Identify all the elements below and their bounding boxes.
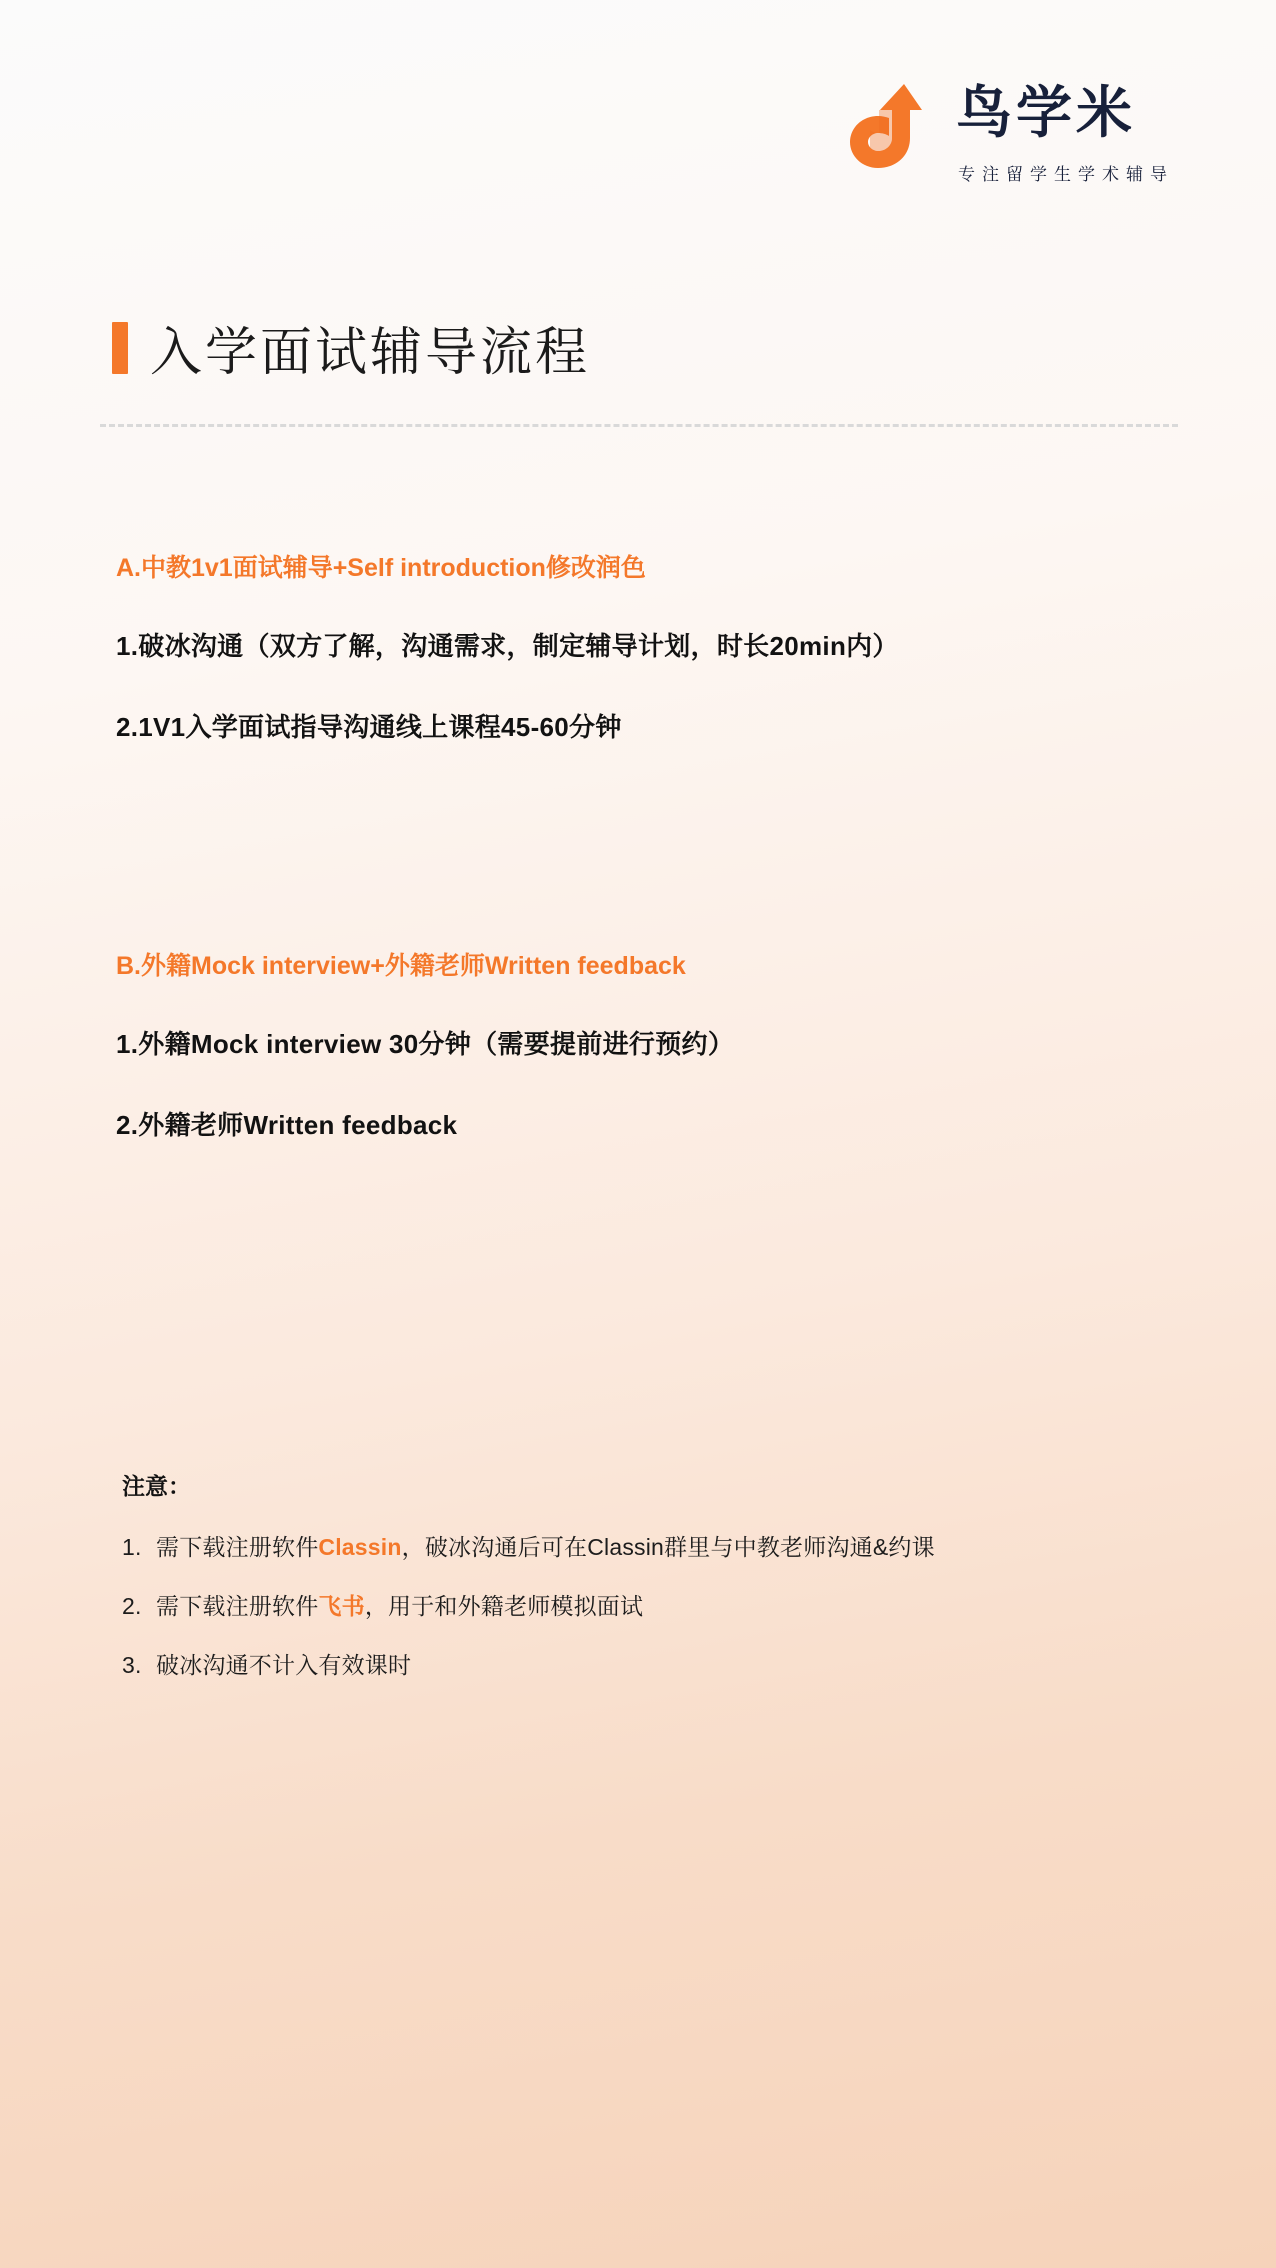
brand-name: 鸟学米 (956, 81, 1136, 144)
note-number: 1. (122, 1534, 142, 1560)
note-text-prefix: 破冰沟通不计入有效课时 (156, 1652, 412, 1678)
note-text-prefix: 需下载注册软件 (156, 1593, 319, 1619)
note-text-prefix: 需下载注册软件 (156, 1534, 319, 1560)
title-divider (100, 424, 1178, 427)
notes-title: 注意： (122, 1473, 191, 1499)
brand-tagline: 专注留学生学术辅导 (958, 165, 1174, 184)
section-b-line-2: 2.外籍老师Written feedback (116, 1110, 458, 1140)
bird-arrow-logo-icon (848, 80, 946, 172)
note-text-suffix: ，用于和外籍老师模拟面试 (364, 1593, 644, 1619)
note-item (122, 1588, 1182, 1621)
section-b-line-1: 1.外籍Mock interview 30分钟（需要提前进行预约） (116, 1029, 735, 1059)
section-a-line-2: 2.1V1入学面试指导沟通线上课程45-60分钟 (116, 712, 622, 742)
section-a-heading: A.中教1v1面试辅导+Self introduction修改润色 (116, 554, 646, 582)
note-item (122, 1647, 1182, 1680)
note-number: 3. (122, 1652, 142, 1678)
section-b-heading: B.外籍Mock interview+外籍老师Written feedback (116, 952, 686, 980)
section-a-line-1: 1.破冰沟通（双方了解，沟通需求，制定辅导计划，时长20min内） (116, 631, 899, 661)
section-a (116, 548, 1176, 788)
note-highlight: 飞书 (318, 1593, 365, 1619)
page-title (112, 310, 590, 385)
brand-logo (848, 78, 1188, 193)
note-number: 2. (122, 1593, 142, 1619)
note-text-suffix: ，破冰沟通后可在Classin群里与中教老师沟通&约课 (401, 1534, 935, 1560)
note-item (122, 1529, 1182, 1562)
title-accent-bar (112, 322, 128, 374)
note-highlight: Classin (318, 1534, 402, 1560)
page-title-text: 入学面试辅导流程 (150, 325, 591, 382)
section-b (116, 946, 1176, 1186)
notes-block (122, 1468, 1182, 1706)
